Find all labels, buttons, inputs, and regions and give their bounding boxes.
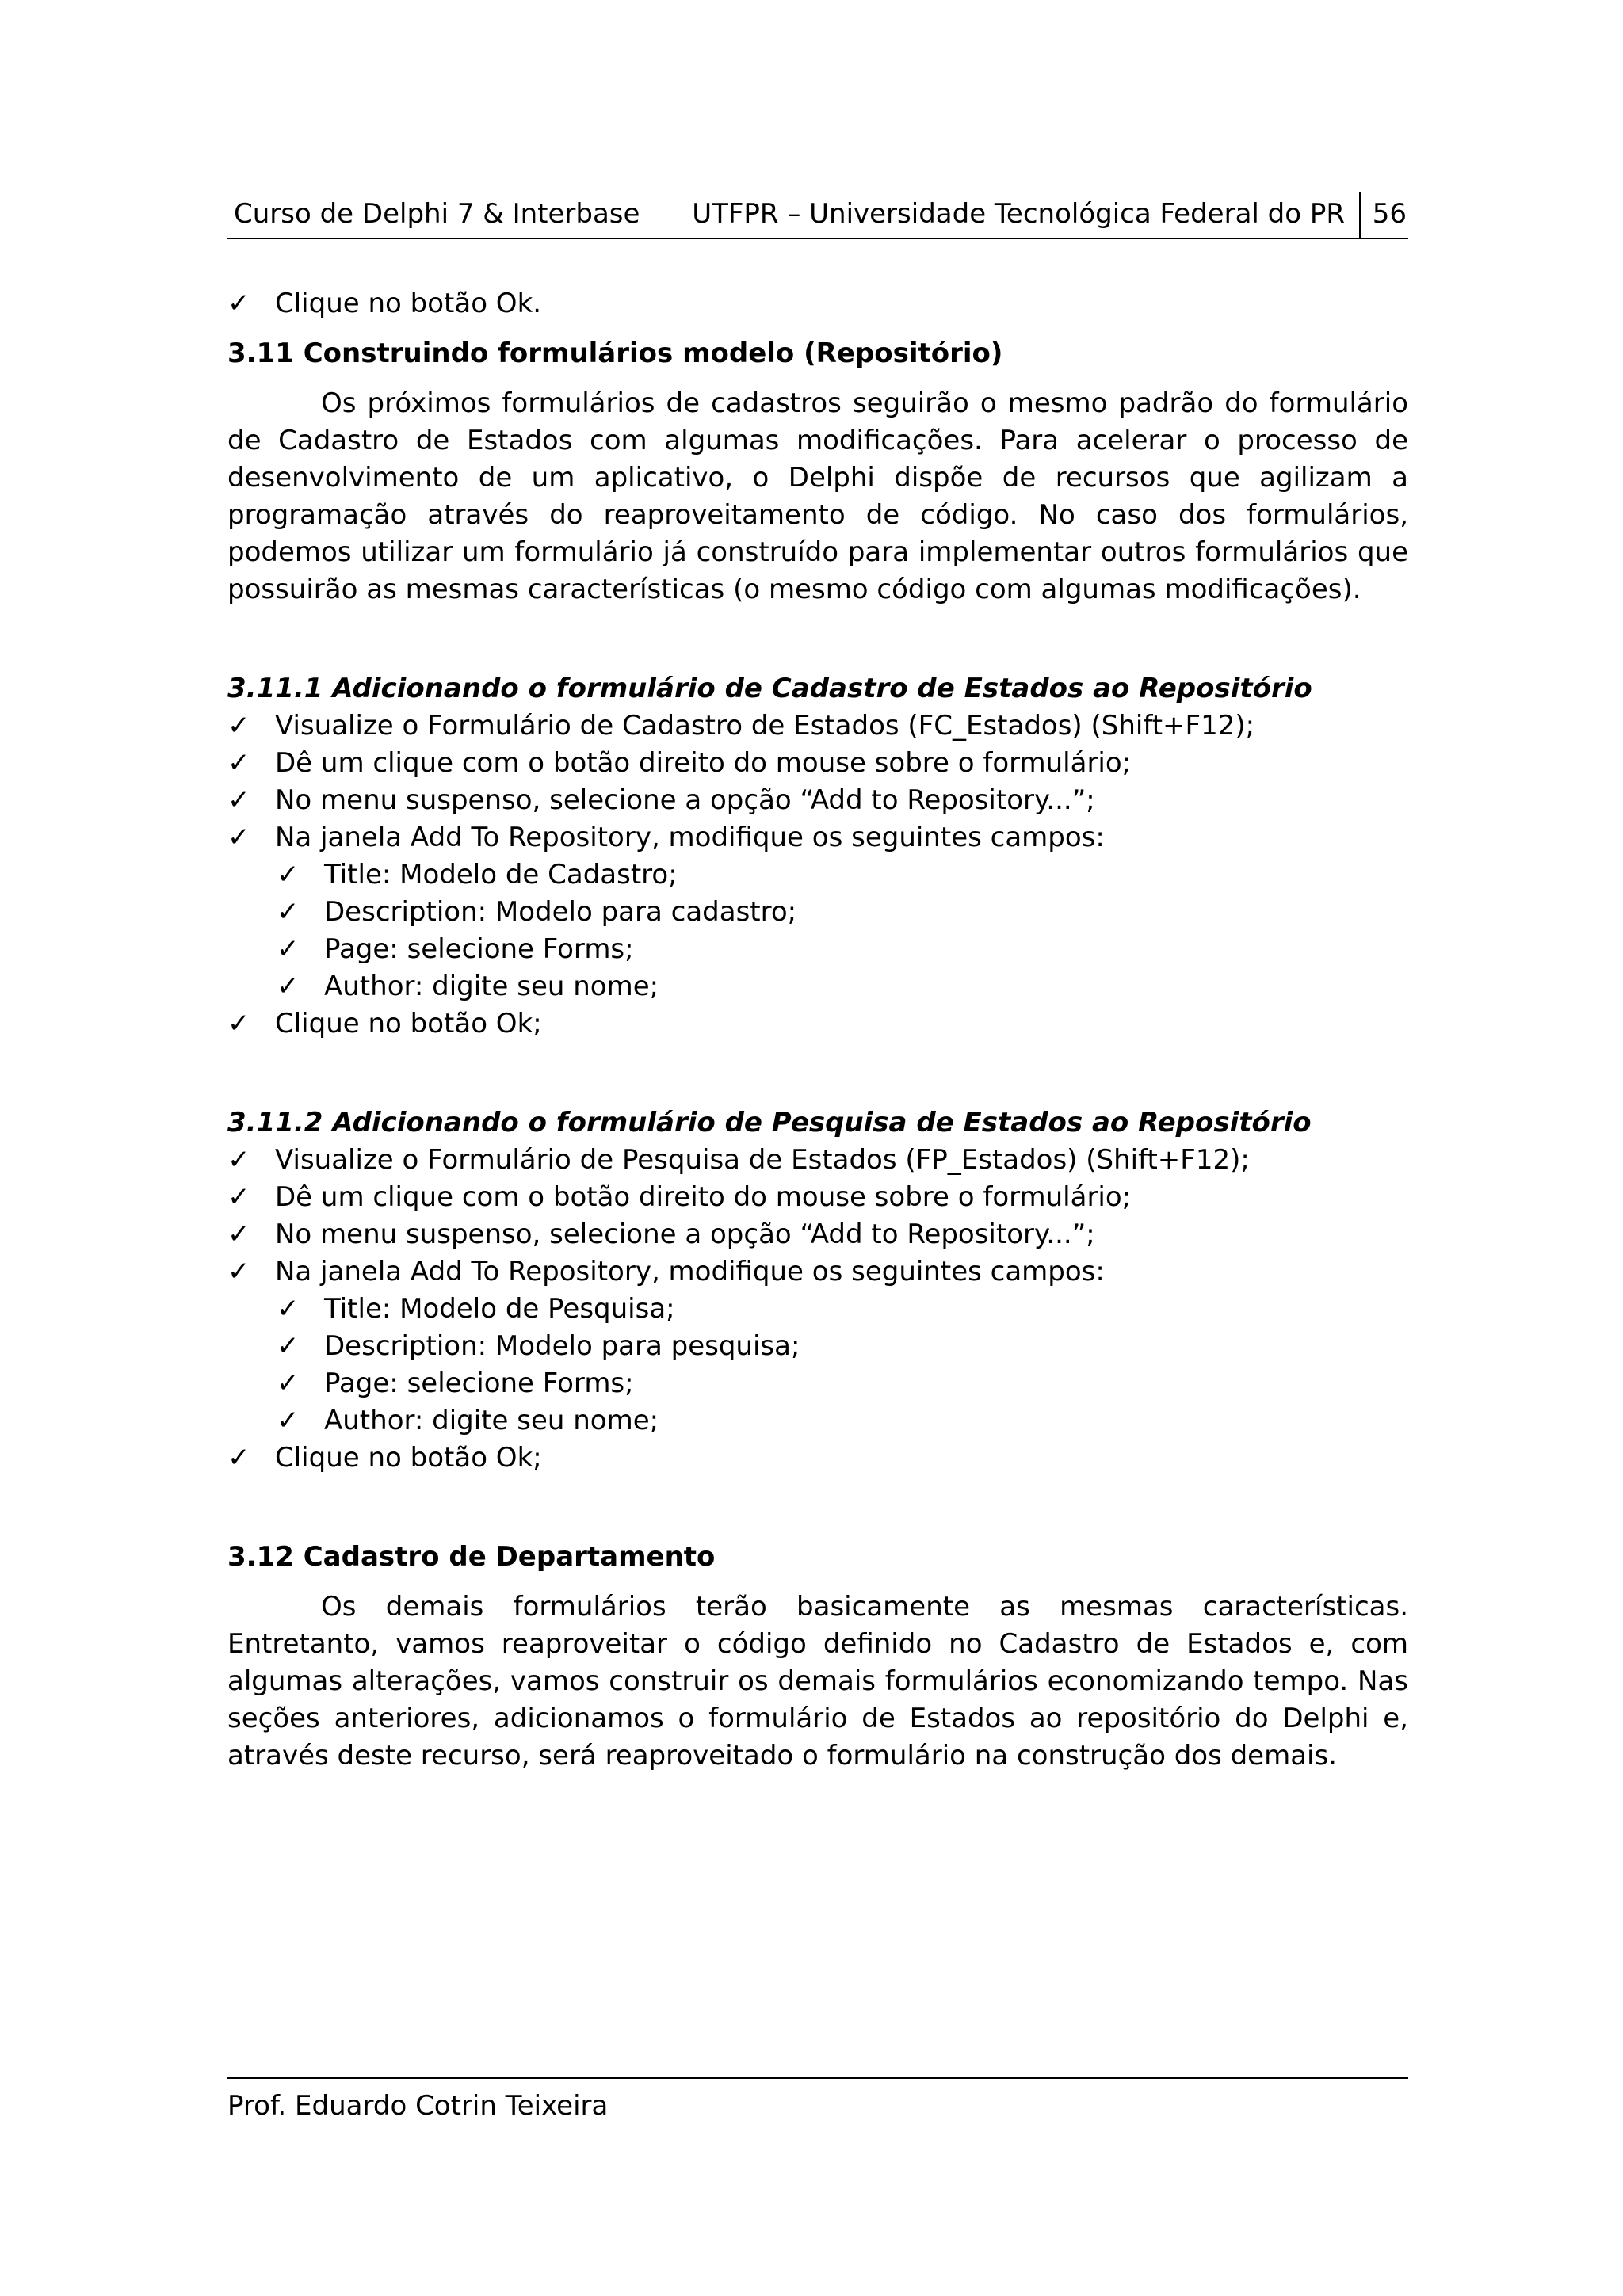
header-institution: UTFPR – Universidade Tecnológica Federal do PR <box>692 198 1345 230</box>
page-header <box>227 192 1408 239</box>
page-content <box>227 285 1408 1775</box>
list-item-text: Na janela Add To Repository, modifique os seguintes campos: <box>275 822 1105 853</box>
footer-author: Prof. Eduardo Cotrin Teixeira <box>227 2090 609 2122</box>
section-title-3-11: 3.11 Construindo formulários modelo (Repositório) <box>227 338 1003 369</box>
sub-list-item <box>227 1328 1408 1365</box>
section-title-3-12: 3.12 Cadastro de Departamento <box>227 1541 716 1573</box>
list-item-text: Page: selecione Forms; <box>324 1367 634 1399</box>
page-footer <box>227 2077 1408 2122</box>
checkmark-icon: ✓ <box>227 747 250 779</box>
checkmark-icon: ✓ <box>277 1293 300 1325</box>
list-item-text: No menu suspenso, selecione a opção “Add to Repository...”; <box>275 784 1095 816</box>
list-item <box>227 1440 1408 1477</box>
list-item-text: Na janela Add To Repository, modifique os seguintes campos: <box>275 1256 1105 1287</box>
header-separator <box>1359 192 1361 238</box>
list-item <box>227 1005 1408 1043</box>
list-item-text: Visualize o Formulário de Cadastro de Estados (FC_Estados) (Shift+F12); <box>275 710 1255 742</box>
checkmark-icon: ✓ <box>227 1144 250 1176</box>
checkmark-icon: ✓ <box>227 288 250 319</box>
list-item-text: Title: Modelo de Pesquisa; <box>324 1293 675 1325</box>
list-item-text: Title: Modelo de Cadastro; <box>324 859 678 891</box>
list-item-text: Visualize o Formulário de Pesquisa de Estados (FP_Estados) (Shift+F12); <box>275 1144 1250 1176</box>
list-item <box>227 707 1408 745</box>
list-item <box>227 1253 1408 1291</box>
list-item-text: Clique no botão Ok. <box>275 288 542 319</box>
list-item-text: Dê um clique com o botão direito do mouse sobre o formulário; <box>275 1181 1132 1213</box>
header-course-title: Curso de Delphi 7 & Interbase <box>234 198 640 230</box>
sub-list-item <box>227 856 1408 894</box>
list-item-text: Description: Modelo para cadastro; <box>324 896 797 928</box>
checkmark-icon: ✓ <box>227 1181 250 1213</box>
list-item-text: Dê um clique com o botão direito do mouse sobre o formulário; <box>275 747 1132 779</box>
checkmark-icon: ✓ <box>277 859 300 891</box>
checkmark-icon: ✓ <box>227 710 250 742</box>
list-item-text: Description: Modelo para pesquisa; <box>324 1330 800 1362</box>
section-3-12-paragraph: Os demais formulários terão basicamente as mesmas características. Entretanto, vamos reaproveitar o código definido no Cadastro de Estados e, com algumas alterações, vamos construir os demais formulários economizando tempo. Nas seções anteriores, adicionamos o formulário de Estados ao repositório do Delphi e, através deste recurso, será reaproveitado o formulário na construção dos demais. <box>227 1591 1408 1772</box>
list-item <box>227 745 1408 782</box>
list-item <box>227 1179 1408 1216</box>
checkmark-icon: ✓ <box>227 784 250 816</box>
section-title-3-11-2: 3.11.2 Adicionando o formulário de Pesquisa de Estados ao Repositório <box>227 1107 1312 1138</box>
list-item-text: Page: selecione Forms; <box>324 933 634 965</box>
page-number: 56 <box>1372 198 1407 230</box>
list-item <box>227 285 1408 322</box>
list-item-text: Author: digite seu nome; <box>324 971 659 1002</box>
checkmark-icon: ✓ <box>277 1367 300 1399</box>
checkmark-icon: ✓ <box>277 1405 300 1436</box>
sub-list-item <box>227 1365 1408 1402</box>
checkmark-icon: ✓ <box>227 1256 250 1287</box>
section-3-11-paragraph: Os próximos formulários de cadastros seguirão o mesmo padrão do formulário de Cadastro de Estados com algumas modificações. Para acelerar o processo de desenvolvimento de um aplicativo, o Delphi dispõe de recursos que agilizam a programação através do reaproveitamento de código. No caso dos formulários, podemos utilizar um formulário já construído para implementar outros formulários que possuirão as mesmas características (o mesmo código com algumas modificações). <box>227 387 1408 605</box>
checkmark-icon: ✓ <box>227 822 250 853</box>
checkmark-icon: ✓ <box>277 896 300 928</box>
sub-list-item <box>227 894 1408 931</box>
sub-list-item <box>227 968 1408 1005</box>
sub-list-item <box>227 1291 1408 1328</box>
list-item-text: No menu suspenso, selecione a opção “Add to Repository...”; <box>275 1219 1095 1250</box>
checkmark-icon: ✓ <box>227 1219 250 1250</box>
list-item <box>227 1216 1408 1253</box>
checkmark-icon: ✓ <box>277 1330 300 1362</box>
checkmark-icon: ✓ <box>227 1442 250 1474</box>
list-item-text: Clique no botão Ok; <box>275 1442 542 1474</box>
checkmark-icon: ✓ <box>277 933 300 965</box>
section-title-3-11-1: 3.11.1 Adicionando o formulário de Cadastro de Estados ao Repositório <box>227 673 1312 704</box>
list-item-text: Clique no botão Ok; <box>275 1008 542 1039</box>
list-item <box>227 782 1408 819</box>
checkmark-icon: ✓ <box>227 1008 250 1039</box>
checkmark-icon: ✓ <box>277 971 300 1002</box>
sub-list-item <box>227 1402 1408 1440</box>
list-item-text: Author: digite seu nome; <box>324 1405 659 1436</box>
sub-list-item <box>227 931 1408 968</box>
list-item <box>227 819 1408 856</box>
list-item <box>227 1142 1408 1179</box>
